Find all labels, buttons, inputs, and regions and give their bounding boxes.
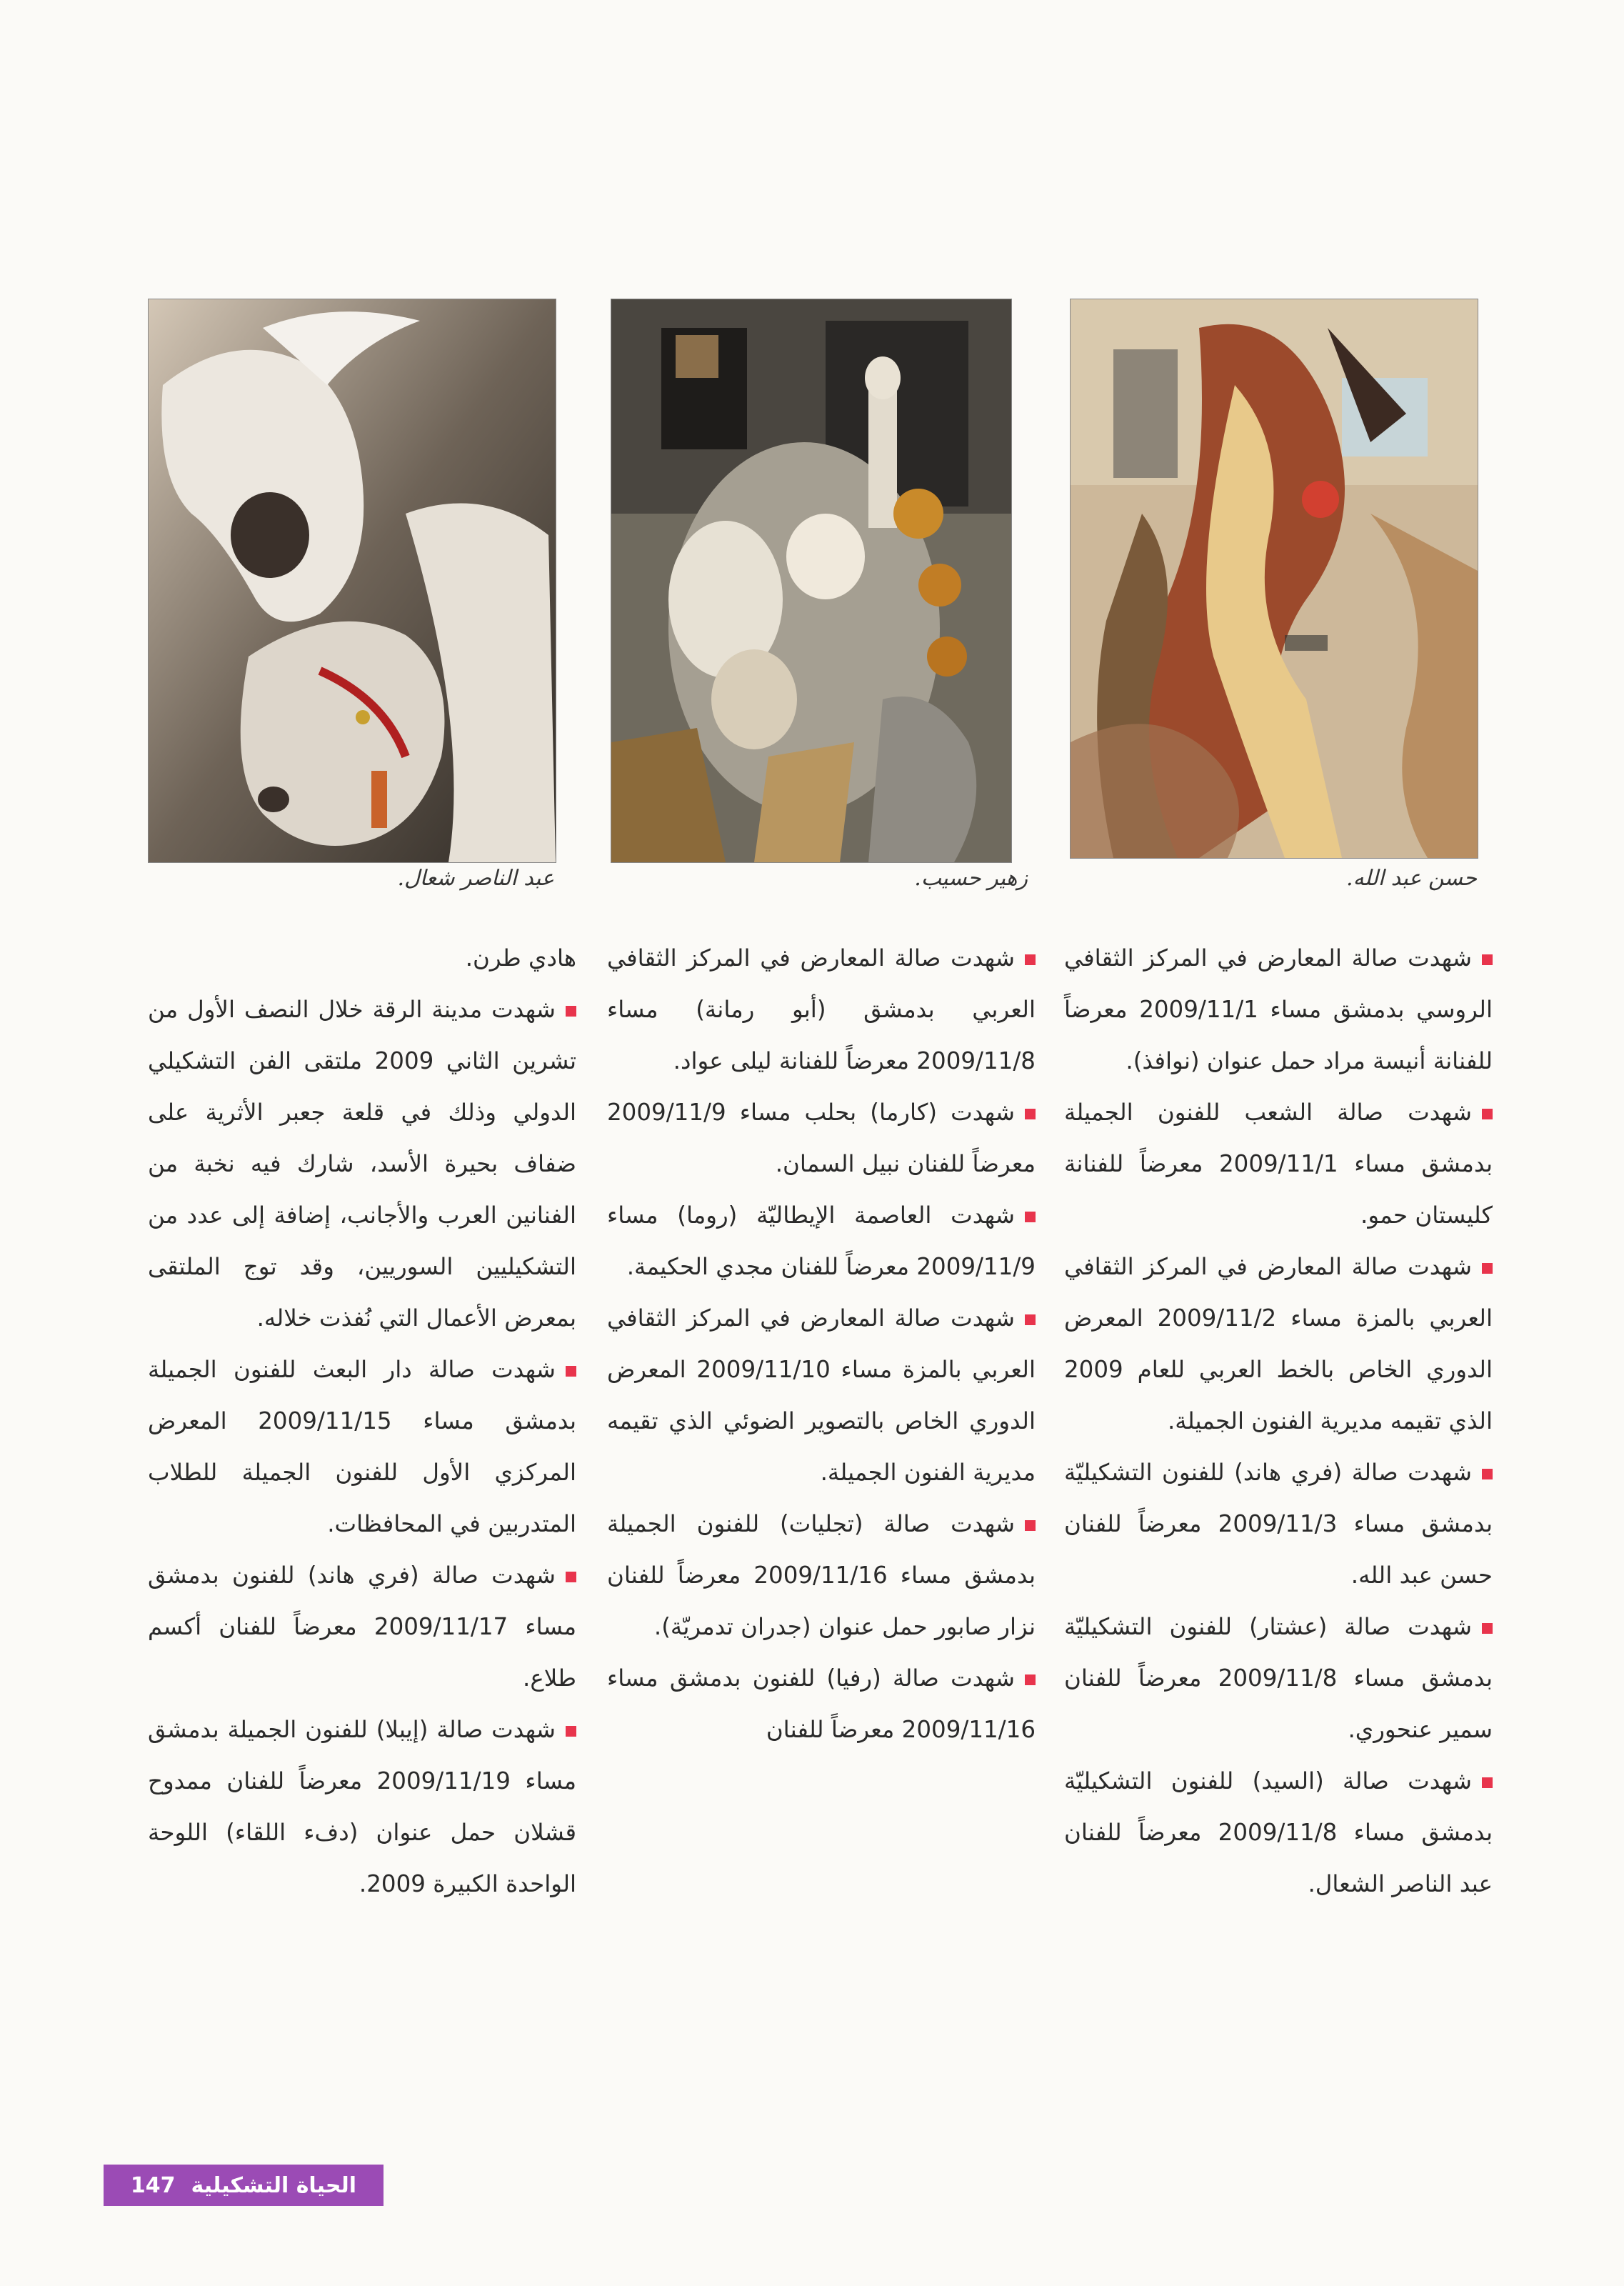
bullet-icon bbox=[1025, 1314, 1036, 1325]
news-item: هادي طرن. bbox=[465, 944, 576, 972]
news-item: شهدت صالة (فري هاند) للفنون بدمشق مساء 2009/11/17 معرضاً للفنان أكسم طلاع. bbox=[148, 1562, 576, 1692]
news-item: شهدت صالة (تجليات) للفنون الجميلة بدمشق مساء 2009/11/16 معرضاً للفنان نزار صابور حمل عنوان (جدران تدمريّة). bbox=[607, 1510, 1036, 1640]
caption-painting-abstract: حسن عبد الله. bbox=[1346, 866, 1477, 891]
bullet-icon bbox=[1482, 1623, 1493, 1634]
column-left bbox=[148, 932, 576, 1910]
news-item: شهدت صالة المعارض في المركز الثقافي العربي بالمزة مساء 2009/11/10 المعرض الدوري الخاص بالتصوير الضوئي الذي تقيمه مديرية الفنون الجميلة. bbox=[607, 1304, 1036, 1486]
bullet-icon bbox=[1025, 1520, 1036, 1531]
bullet-icon bbox=[1482, 1109, 1493, 1119]
caption-painting-figures: زهير حسيب. bbox=[914, 866, 1028, 891]
column-middle bbox=[607, 932, 1036, 1755]
bullet-icon bbox=[1482, 1263, 1493, 1274]
news-item: شهدت مدينة الرقة خلال النصف الأول من تشرين الثاني 2009 ملتقى الفن التشكيلي الدولي وذلك في قلعة جعبر الأثرية على ضفاف بحيرة الأسد، شارك فيه نخبة من الفنانين العرب والأجانب، إضافة إلى عدد من التشكيليين السوريين، وقد توج الملتقى بمعرض الأعمال التي نُفذت خلاله. bbox=[148, 996, 576, 1332]
painting-horses bbox=[148, 299, 556, 863]
news-item: شهدت صالة (عشتار) للفنون التشكيليّة بدمشق مساء 2009/11/8 معرضاً للفنان سمير عنحوري. bbox=[1064, 1613, 1493, 1743]
bullet-icon bbox=[1482, 954, 1493, 965]
page-footer bbox=[104, 2165, 384, 2206]
bullet-icon bbox=[566, 1572, 576, 1582]
news-item: شهدت صالة المعارض في المركز الثقافي العربي بالمزة مساء 2009/11/2 المعرض الدوري الخاص بالخط العربي للعام 2009 الذي تقيمه مديرية الفنون الجميلة. bbox=[1064, 1253, 1493, 1434]
magazine-name: الحياة التشكيلية bbox=[191, 2172, 357, 2198]
bullet-icon bbox=[1025, 1109, 1036, 1119]
caption-painting-horses: عبد الناصر شعال. bbox=[397, 866, 554, 891]
news-item: شهدت صالة المعارض في المركز الثقافي العربي بدمشق (أبو رمانة) مساء 2009/11/8 معرضاً للفنانة ليلى عواد. bbox=[607, 944, 1036, 1074]
news-item: شهدت صالة دار البعث للفنون الجميلة بدمشق مساء 2009/11/15 المعرض المركزي الأول للفنون الجميلة للطلاب المتدربين في المحافظات. bbox=[148, 1356, 576, 1537]
bullet-icon bbox=[1482, 1469, 1493, 1479]
news-item: شهدت العاصمة الإيطاليّة (روما) مساء 2009/11/9 معرضاً للفنان مجدي الحكيمة. bbox=[607, 1202, 1036, 1280]
bullet-icon bbox=[1025, 1212, 1036, 1222]
bullet-icon bbox=[1482, 1777, 1493, 1788]
painting-figures bbox=[611, 299, 1012, 863]
bullet-icon bbox=[566, 1006, 576, 1017]
news-item: شهدت (كارما) بحلب مساء 2009/11/9 معرضاً للفنان نبيل السمان. bbox=[607, 1099, 1036, 1177]
news-item: شهدت صالة (رفيا) للفنون بدمشق مساء 2009/11/16 معرضاً للفنان bbox=[607, 1664, 1036, 1743]
painting-abstract bbox=[1070, 299, 1478, 859]
bullet-icon bbox=[1025, 954, 1036, 965]
column-right bbox=[1064, 932, 1493, 1910]
bullet-icon bbox=[566, 1366, 576, 1377]
bullet-icon bbox=[566, 1726, 576, 1737]
news-item: شهدت صالة المعارض في المركز الثقافي الروسي بدمشق مساء 2009/11/1 معرضاً للفنانة أنيسة مراد حمل عنوان (نوافذ). bbox=[1064, 944, 1493, 1074]
bullet-icon bbox=[1025, 1674, 1036, 1685]
news-item: شهدت صالة (السيد) للفنون التشكيليّة بدمشق مساء 2009/11/8 معرضاً للفنان عبد الناصر الشعال. bbox=[1064, 1767, 1493, 1897]
news-item: شهدت صالة (فري هاند) للفنون التشكيليّة بدمشق مساء 2009/11/3 معرضاً للفنان حسن عبد الله. bbox=[1064, 1459, 1493, 1589]
news-item: شهدت صالة الشعب للفنون الجميلة بدمشق مساء 2009/11/1 معرضاً للفنانة كليستان حمو. bbox=[1064, 1099, 1493, 1229]
page-number: 147 bbox=[130, 2172, 176, 2198]
news-item: شهدت صالة (إيبلا) للفنون الجميلة بدمشق مساء 2009/11/19 معرضاً للفنان ممدوح قشلان حمل عنوان (دفء اللقاء) اللوحة الواحدة الكبيرة 2009. bbox=[148, 1716, 576, 1897]
